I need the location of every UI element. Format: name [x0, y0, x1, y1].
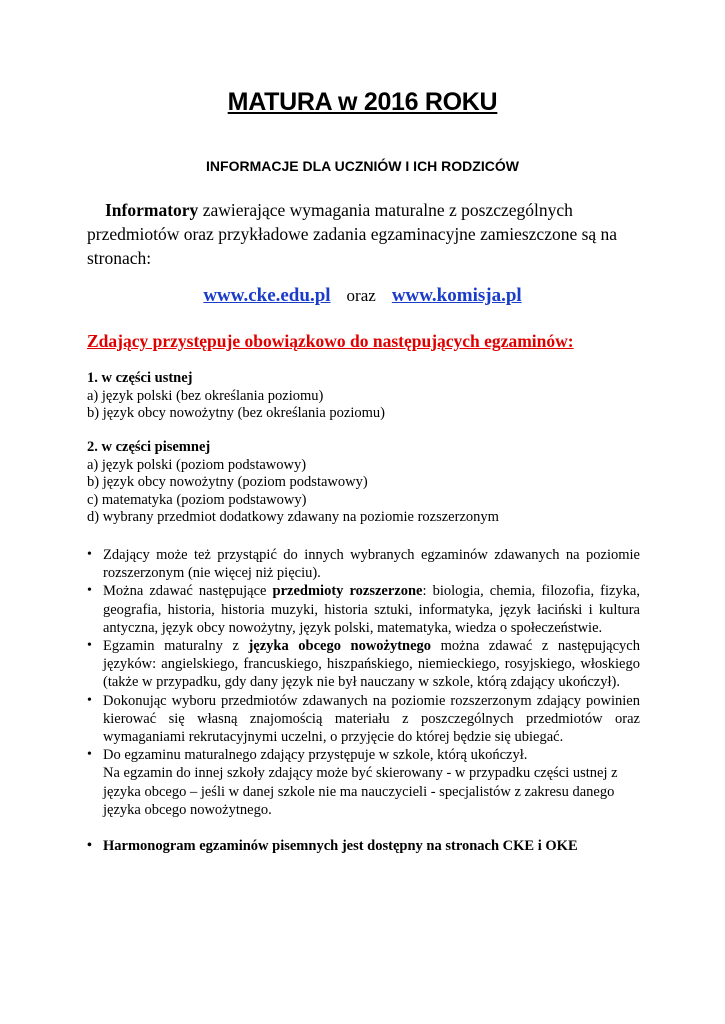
- bullet-text: Można zdawać następujące: [103, 583, 273, 600]
- oral-heading: 1. w części ustnej: [87, 370, 193, 386]
- written-item: c) matematyka (poziom podstawowy): [87, 491, 307, 508]
- info-bullet-list: [87, 546, 640, 855]
- bullet-text: • Do egzaminu maturalnego zdający przystępuje w szkole, którą ukończył.: [103, 747, 528, 764]
- bullet-text: Na egzamin do innej szkoły zdający może być skierowany - w przypadku części ustnej z języka obcego – jeśli w danej szkole nie ma nauczycieli - specjalistów z zakresu danego języka obcego nowożytnego.: [103, 765, 618, 818]
- bullet-text: Dokonując wyboru przedmiotów zdawanych na poziomie rozszerzonym zdający powinien kierować się własną znajomością materiału z poszczególnych przedmiotów oraz wymaganiami rekrutacyjnymi uczelni, o przyjęcie do której będzie się ubiegać.: [103, 692, 640, 746]
- links-separator: oraz: [346, 286, 376, 305]
- link-cke[interactable]: www.cke.edu.pl: [203, 285, 331, 306]
- written-heading: 2. w części pisemnej: [87, 439, 211, 455]
- bullet-text: Harmonogram egzaminów pisemnych jest dostępny na stronach CKE i OKE: [103, 838, 578, 855]
- bullet-item-final: [87, 837, 640, 855]
- written-item: a) język polski (poziom podstawowy): [87, 456, 307, 473]
- page-title: MATURA w 2016 ROKU: [227, 88, 498, 116]
- written-item: b) język obcy nowożytny (poziom podstawowy): [87, 474, 368, 490]
- link-komisja[interactable]: www.komisja.pl: [391, 285, 522, 306]
- bullet-text: Zdający może też przystąpić do innych wybranych egzaminów zdawanych na poziomie rozszerzonym (nie więcej niż pięciu).: [103, 547, 640, 582]
- oral-item: a) język polski (bez określania poziomu): [87, 387, 324, 404]
- bullet-item: [87, 546, 640, 582]
- bullet-text: można zdawać z następujących języków: angielskiego, francuskiego, hiszpańskiego, niemieckiego, rosyjskiego, włoskiego (także w przypadku, gdy dany język nie był nauczany w szkole, którą zdający ukończył).: [103, 638, 640, 691]
- links-row: [0, 285, 725, 307]
- bullet-item: [87, 692, 640, 747]
- page-subtitle: INFORMACJE DLA UCZNIÓW I ICH RODZICÓW: [206, 158, 519, 174]
- oral-item: b) język obcy nowożytny (bez określania poziomu): [87, 405, 385, 421]
- mandatory-exams-heading: Zdający przystępuje obowiązkowo do następujących egzaminów:: [87, 331, 574, 351]
- bullet-text: Egzamin maturalny z: [103, 638, 249, 655]
- bullet-text: : biologia, chemia, filozofia, fizyka, geografia, historia, historia muzyki, historia sztuki, informatyka, język łaciński i kultura antyczna, język obcy nowożytny, język polski, matematyka, wiedza o społeczeństwie.: [103, 583, 640, 636]
- bullet-item: [87, 637, 640, 692]
- bullet-bold: przedmioty rozszerzone: [272, 583, 423, 600]
- intro-bold: Informatory: [105, 200, 199, 220]
- intro-text: zawierające wymagania maturalne z poszczególnych przedmiotów oraz przykładowe zadania egzaminacyjne zamieszczone są na stronach:: [87, 200, 618, 268]
- bullet-item: [87, 582, 640, 637]
- written-item: d) wybrany przedmiot dodatkowy zdawany na poziomie rozszerzonym: [87, 509, 499, 525]
- intro-paragraph: [87, 198, 647, 270]
- oral-section: [87, 370, 647, 423]
- bullet-item: [87, 746, 640, 819]
- bullet-bold: języka obcego nowożytnego: [248, 638, 432, 655]
- written-section: [87, 439, 647, 527]
